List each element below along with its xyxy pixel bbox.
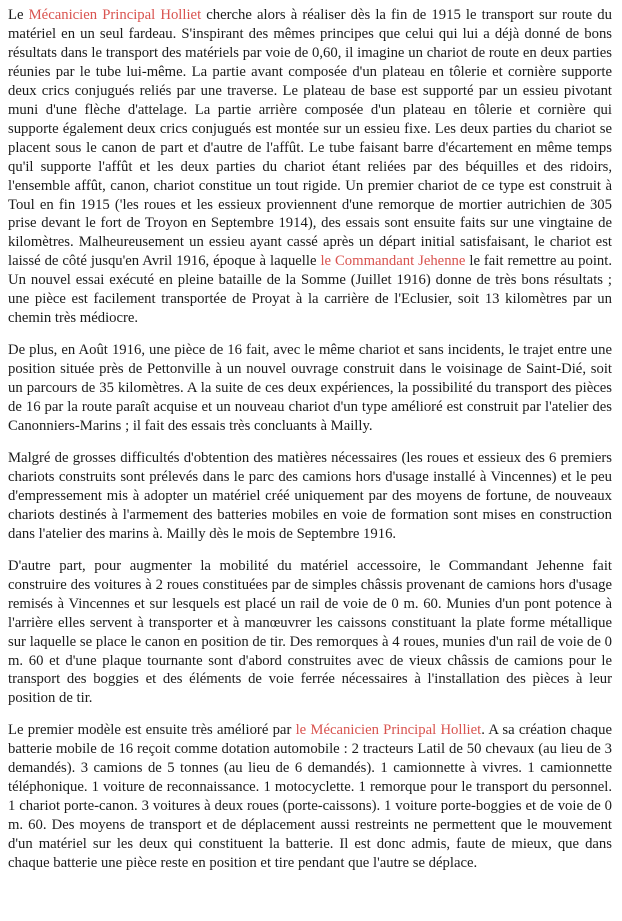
text-run: Malgré de grosses difficultés d'obtention des matières nécessaires (les roues et essieux des 6 premiers chariots construits sont prélevés dans le parc des camions hors d'usage installé à Vincennes) et le peu d'empressement mis à adopter un matériel créé uniquement par des moyens de fortune, de nouveaux chariots destinés à l'armement des batteries mobiles en voie de formation sont mises en construction dans l'atelier des marins à. Mailly dès le mois de Septembre 1916.: [8, 449, 612, 542]
paragraph: [8, 721, 612, 873]
paragraph: [8, 449, 612, 544]
document-body: [8, 6, 612, 873]
paragraph: [8, 6, 612, 328]
text-run: D'autre part, pour augmenter la mobilité du matériel accessoire, le Commandant Jehenne fait construire des voitures à 2 roues constituées par de simples châssis provenant de camions hors d'usage remisés à Vincennes et sur lesquels est placé un rail de voie de 0 m. 60. Munies d'un pont potence à l'arrière elles servent à transporter et à manœuvrer les caissons constituant la plate forme métallique sur laquelle se place le canon en position de tir. Des remorques à 4 roues, munies d'un rail de voie de 0 m. 60 et d'une plaque tournante sont d'abord construites avec de vieux châssis de camions pour le transport des boggies et des éléments de voie ferrée nécessaires à l'installation des pièces à leur position de tir.: [8, 557, 612, 707]
paragraph: [8, 557, 612, 709]
highlighted-name: le Mécanicien Principal Holliet: [295, 722, 482, 739]
text-run: Le: [8, 7, 29, 23]
text-run: De plus, en Août 1916, une pièce de 16 fait, avec le même chariot et sans incidents, le trajet entre une position située près de Pettonville à un nouvel ouvrage construit dans le voisinage de Saint-Dié, soit un parcours de 35 kilomètres. A la suite de ces deux expériences, la possibilité du transport des pièces de 16 par la route paraît acquise et un nouveau chariot d'un type amélioré est construit par l'atelier des Canonniers-Marins ; il fait des essais très concluants à Mailly.: [8, 342, 612, 435]
highlighted-name: le Commandant Jehenne: [320, 253, 466, 270]
highlighted-name: Mécanicien Principal Holliet: [28, 7, 202, 23]
text-run: cherche alors à réaliser dès la fin de 1915 le transport sur route du matériel en un seul fardeau. S'inspirant des mêmes principes que celui qui lui a déjà donné de bons résultats dans le transport des matériels par voie de 0,60, il imagine un chariot de route en deux parties réunies par le tube lui-même. La partie avant composée d'un plateau en tôlerie et cornière supporte deux crics conjugués reliés par une traverse. Le plateau de base est supporté par un essieu pivotant muni d'une flèche d'attelage. La partie arrière composée d'un plateau en tôlerie et cornière qui supporte également deux crics conjugués est montée sur un essieu fixe. Les deux parties du chariot se placent sous le canon de part et d'autre de l'affût. Le tube faisant barre d'écartement en même temps qu'il supporte l'affût et les deux parties du chariot étant reliées par des béquilles et des ridoirs, l'ensemble affût, canon, chariot constitue un tout rigide. Un premier chariot de ce type est construit à Toul en fin 1915 ('les roues et les essieux proviennent d'une remorque de mortier autrichien de 305 prise devant le fort de Troyon en Septembre 1914), des essais sont ensuite faits sur une vingtaine de kilomètres. Malheureusement un essieu ayant cassé après un départ initial satisfaisant, le chariot est laissé de côté jusqu'en Avril 1916, époque à laquelle: [8, 7, 612, 270]
text-run: le fait remettre au point. Un nouvel essai exécuté en pleine bataille de la Somme (Juillet 1916) donne de très bons résultats ; une pièce est facilement transportée de Proyat à la carrière de l'Eclusier, soit 13 kilomètres par un chemin très médiocre.: [8, 253, 612, 327]
paragraph: [8, 341, 612, 436]
text-run: Le premier modèle est ensuite très amélioré par: [8, 722, 296, 739]
text-run: . A sa création chaque batterie mobile de 16 reçoit comme dotation automobile : 2 tracteurs Latil de 50 chevaux (au lieu de 3 demandés). 3 camions de 5 tonnes (au lieu de 6 demandés). 1 camionnette à vivres. 1 camionnette téléphonique. 1 voiture de reconnaissance. 1 motocyclette. 1 remorque pour le transport du personnel. 1 chariot porte-canon. 3 voitures à deux roues (porte-caissons). 1 voiture porte-boggies et de voie de 0 m. 60. Des moyens de transport et de déplacement aussi restreints ne permettent que le mouvement d'un matériel sur les deux qui constituent la batterie. Il est donc admis, faute de mieux, que dans chaque batterie une pièce reste en position et tire pendant que l'autre se déplace.: [8, 722, 612, 872]
